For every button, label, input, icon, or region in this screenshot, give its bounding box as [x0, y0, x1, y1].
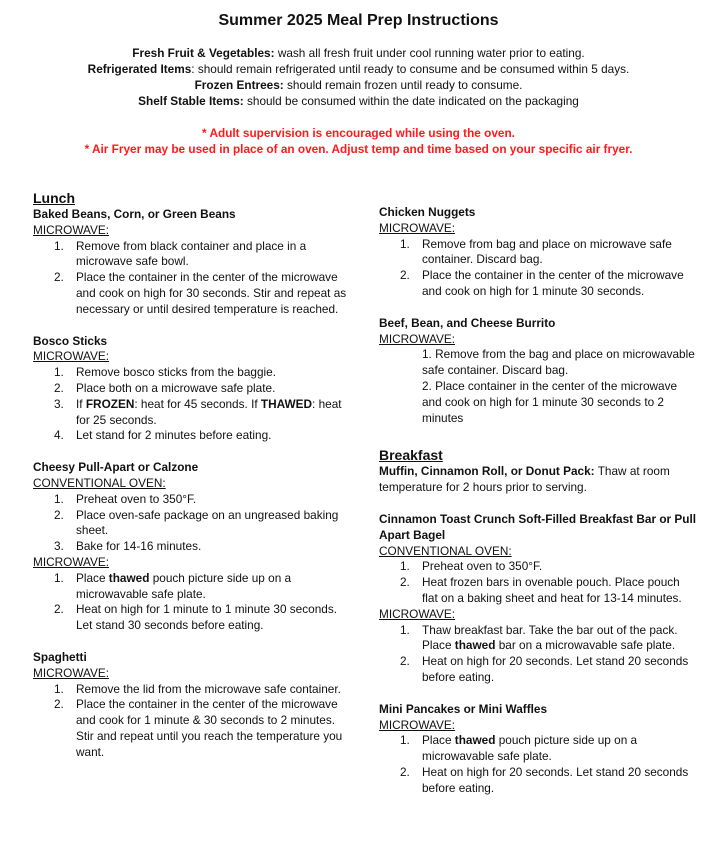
storage-notes [0, 45, 717, 109]
warning-oven: * Adult supervision is encouraged while using the oven. [202, 126, 515, 140]
note-fresh: Fresh Fruit & Vegetables: wash all fresh fruit under cool running water prior to eating. [132, 46, 585, 60]
method-label: MICROWAVE: [379, 331, 456, 346]
item-mini-pancakes [379, 702, 697, 797]
item-title: Cinnamon Toast Crunch Soft-Filled Breakfast Bar or Pull Apart Bagel [379, 511, 697, 542]
list-item: 2. Place container in the center of the microwave and cook on high for 1 minute 30 seconds to 2 minutes [422, 378, 678, 425]
note-refrigerated: Refrigerated Items: should remain refrigerated until ready to consume and be consumed within 5 days. [87, 62, 630, 76]
item-title: Chicken Nuggets [379, 205, 476, 219]
item-title: Beef, Bean, and Cheese Burrito [379, 315, 556, 330]
right-column [379, 205, 697, 797]
list-item: 1. Remove from bag and place on microwave safe container. Discard bag. [400, 236, 672, 267]
method-label: MICROWAVE: [379, 606, 456, 621]
method-label: CONVENTIONAL OVEN: [379, 543, 512, 558]
item-chicken-nuggets [379, 205, 697, 300]
list-item: 2. Place both on a microwave safe plate. [54, 380, 276, 395]
item-spaghetti [33, 650, 353, 761]
item-baked-beans [33, 207, 353, 318]
item-muffin [379, 464, 697, 496]
list-item: 1. Place thawed pouch picture side up on a microwavable safe plate. [54, 570, 292, 601]
list-item: 2. Place oven-safe package on an ungreased baking sheet. [54, 507, 339, 538]
note-frozen: Frozen Entrees: should remain frozen until ready to consume. [194, 78, 523, 92]
list-item: 1. Thaw breakfast bar. Take the bar out of the pack. Place thawed bar on a microwavable safe plate. [400, 622, 678, 653]
item-title: Cheesy Pull-Apart or Calzone [33, 460, 199, 475]
list-item: 2. Place the container in the center of the microwave and cook on high for 30 seconds. Stir and repeat as necessary or until desired temperature is reached. [54, 270, 347, 316]
method-label: MICROWAVE: [33, 665, 110, 680]
list-item: 2. Heat on high for 20 seconds. Let stand 20 seconds before eating. [400, 654, 689, 684]
item-cheesy-pull-apart [33, 460, 353, 634]
item-title: Bosco Sticks [33, 333, 108, 348]
method-label: CONVENTIONAL OVEN: [33, 475, 166, 490]
item-title: Spaghetti [33, 649, 87, 664]
list-item: 2. Place the container in the center of the microwave and cook on high for 1 minute 30 seconds. [400, 268, 684, 298]
list-item: 2. Heat frozen bars in ovenable pouch. Place pouch flat on a baking sheet and heat for 13-14 minutes. [400, 575, 682, 605]
method-label: MICROWAVE: [33, 554, 110, 569]
lunch-heading: Lunch [33, 190, 75, 206]
list-item: 2. Heat on high for 1 minute to 1 minute 30 seconds. Let stand 30 seconds before eating. [54, 602, 338, 633]
list-item: 2. Place the container in the center of the microwave and cook for 1 minute & 30 seconds to 2 minutes. Stir and repeat until you reach the temperature you want. [54, 697, 343, 759]
list-item: 1. Remove the lid from the microwave safe container. [54, 681, 341, 696]
list-item: 1. Remove from black container and place in a microwave safe bowl. [54, 238, 307, 269]
list-item: 1. Place thawed pouch picture side up on a microwavable safe plate. [400, 733, 638, 764]
note-shelf-stable: Shelf Stable Items: should be consumed within the date indicated on the packaging [138, 94, 579, 108]
list-item: 3. Bake for 14-16 minutes. [54, 539, 202, 554]
item-bosco-sticks [33, 334, 353, 445]
safety-warnings [0, 125, 717, 157]
breakfast-heading: Breakfast [379, 447, 443, 464]
list-item: 1. Preheat oven to 350°F. [400, 559, 543, 574]
item-title: Mini Pancakes or Mini Waffles [379, 701, 548, 716]
warning-air-fryer: * Air Fryer may be used in place of an oven. Adjust temp and time based on your specific air fryer. [84, 142, 633, 156]
method-label: MICROWAVE: [379, 220, 456, 235]
item-title: Baked Beans, Corn, or Green Beans [33, 207, 236, 221]
left-column [33, 189, 353, 761]
list-item: 2. Heat on high for 20 seconds. Let stand 20 seconds before eating. [400, 764, 689, 795]
item-text: Thaw at room temperature for 2 hours prior to serving. [379, 464, 670, 495]
item-burrito [379, 316, 697, 427]
list-item: 4. Let stand for 2 minutes before eating. [54, 428, 272, 443]
list-item: 1. Preheat oven to 350°F. [54, 491, 197, 506]
list-item: 1. Remove bosco sticks from the baggie. [54, 365, 276, 380]
method-label: MICROWAVE: [379, 717, 456, 732]
item-cinnamon-toast-crunch [379, 512, 697, 686]
item-title: Muffin, Cinnamon Roll, or Donut Pack: [379, 464, 595, 479]
list-item: 3. If FROZEN: heat for 45 seconds. If THAWED: heat for 25 seconds. [54, 396, 342, 427]
method-label: MICROWAVE: [33, 349, 110, 364]
method-label: MICROWAVE: [33, 222, 110, 237]
page-title: Summer 2025 Meal Prep Instructions [218, 12, 499, 29]
list-item: 1. Remove from the bag and place on microwavable safe container. Discard bag. [422, 347, 695, 378]
